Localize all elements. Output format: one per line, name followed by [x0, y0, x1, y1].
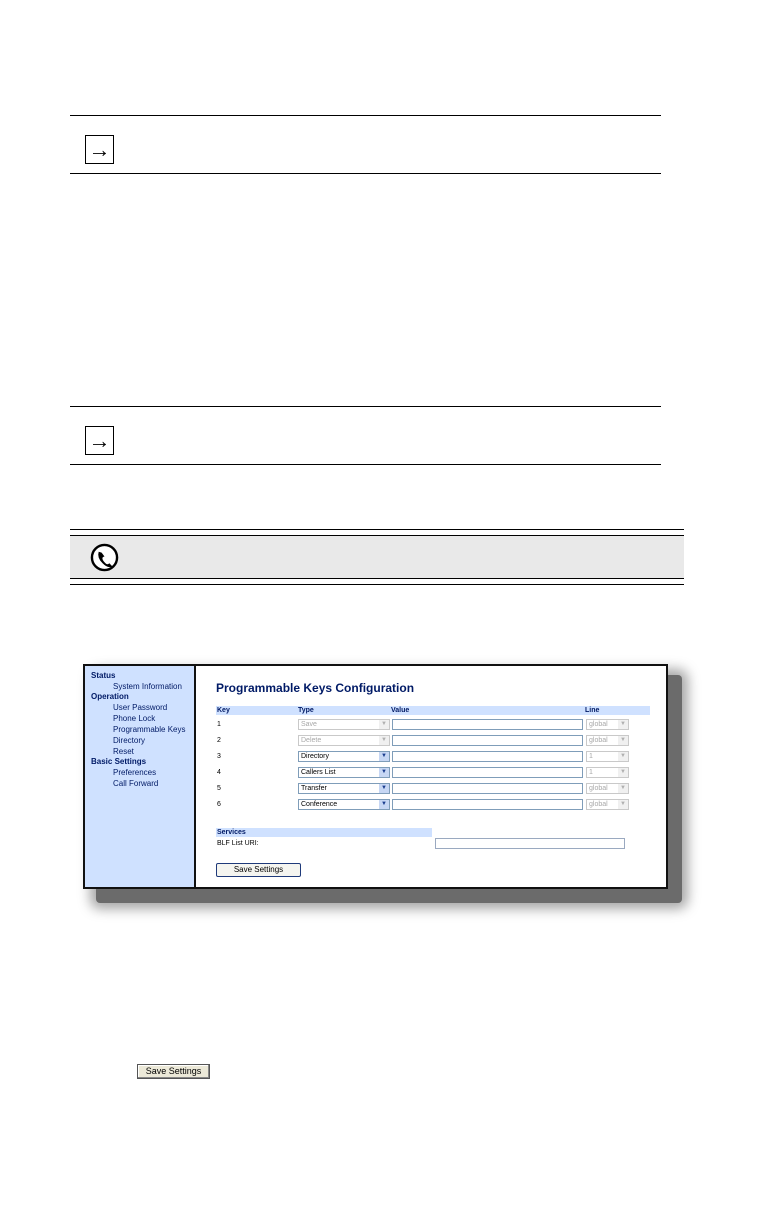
- key-number: 3: [217, 753, 221, 760]
- phone-note-box: [70, 529, 684, 585]
- chevron-down-icon: ▼: [379, 800, 389, 809]
- phone-icon: [90, 543, 119, 572]
- sidebar-item-reset[interactable]: Reset: [113, 747, 134, 756]
- chevron-down-icon: ▼: [379, 720, 389, 729]
- table-row: [216, 799, 650, 812]
- column-header-value: Value: [391, 707, 410, 714]
- value-input[interactable]: [392, 799, 583, 810]
- chevron-down-icon: ▼: [379, 752, 389, 761]
- save-settings-button[interactable]: Save Settings: [216, 863, 301, 877]
- sidebar-item-preferences[interactable]: Preferences: [113, 768, 157, 777]
- sidebar-section-status[interactable]: Status: [91, 671, 116, 680]
- line-select: [586, 767, 629, 778]
- table-row: [216, 751, 650, 764]
- key-number: 6: [217, 801, 221, 808]
- arrow-right-icon: →: [85, 135, 114, 164]
- value-input[interactable]: [392, 735, 583, 746]
- line-select: [586, 751, 629, 762]
- type-select-value: Conference: [301, 801, 338, 808]
- blf-list-uri-label: BLF List URI:: [217, 840, 259, 847]
- key-number: 1: [217, 721, 221, 728]
- chevron-down-icon: ▼: [618, 752, 628, 761]
- chevron-down-icon: ▼: [379, 784, 389, 793]
- line-select: [586, 735, 629, 746]
- sidebar-section-basic-settings[interactable]: Basic Settings: [91, 757, 147, 766]
- note-box-1: [70, 115, 661, 174]
- sidebar-item-call-forward[interactable]: Call Forward: [113, 779, 159, 788]
- type-select[interactable]: [298, 799, 390, 810]
- web-ui-screenshot: [83, 664, 668, 889]
- chevron-down-icon: ▼: [618, 784, 628, 793]
- key-number: 2: [217, 737, 221, 744]
- type-select-value: Save: [301, 721, 317, 728]
- sidebar-item-programmable-keys[interactable]: Programmable Keys: [113, 725, 186, 734]
- value-input[interactable]: [392, 783, 583, 794]
- line-select: [586, 719, 629, 730]
- type-select-value: Transfer: [301, 785, 327, 792]
- type-select-value: Directory: [301, 753, 330, 760]
- type-select[interactable]: [298, 783, 390, 794]
- column-header-line: Line: [585, 707, 600, 714]
- chevron-down-icon: ▼: [618, 800, 628, 809]
- chevron-down-icon: ▼: [618, 736, 628, 745]
- line-select: [586, 799, 629, 810]
- type-select-value: Delete: [301, 737, 322, 744]
- services-heading: Services: [216, 828, 432, 837]
- sidebar-item-system-information[interactable]: System Information: [113, 682, 182, 691]
- arrow-right-icon: →: [85, 426, 114, 455]
- value-input[interactable]: [392, 767, 583, 778]
- note-box-2: [70, 406, 661, 465]
- line-select-value: global: [589, 801, 608, 808]
- blf-list-uri-input[interactable]: [435, 838, 625, 849]
- chevron-down-icon: ▼: [379, 736, 389, 745]
- line-select-value: global: [589, 737, 608, 744]
- line-select-value: global: [589, 785, 608, 792]
- type-select: [298, 719, 390, 730]
- line-select-value: 1: [589, 753, 593, 760]
- sidebar-nav: [85, 666, 196, 887]
- chevron-down-icon: ▼: [618, 720, 628, 729]
- table-row: [216, 735, 650, 748]
- type-select[interactable]: [298, 751, 390, 762]
- type-select-value: Callers List: [301, 769, 336, 776]
- type-select: [298, 735, 390, 746]
- line-select-value: global: [589, 721, 608, 728]
- line-select: [586, 783, 629, 794]
- sidebar-item-user-password[interactable]: User Password: [113, 703, 168, 712]
- column-header-type: Type: [298, 707, 314, 714]
- table-row: [216, 783, 650, 796]
- table-header: [216, 706, 650, 715]
- chevron-down-icon: ▼: [379, 768, 389, 777]
- main-panel: [196, 666, 666, 887]
- type-select[interactable]: [298, 767, 390, 778]
- page-title: Programmable Keys Configuration: [216, 681, 415, 695]
- column-header-key: Key: [217, 707, 230, 714]
- value-input[interactable]: [392, 751, 583, 762]
- key-number: 5: [217, 785, 221, 792]
- chevron-down-icon: ▼: [618, 768, 628, 777]
- value-input[interactable]: [392, 719, 583, 730]
- line-select-value: 1: [589, 769, 593, 776]
- sidebar-item-phone-lock[interactable]: Phone Lock: [113, 714, 156, 723]
- sidebar-section-operation[interactable]: Operation: [91, 692, 129, 701]
- table-row: [216, 767, 650, 780]
- save-settings-button-standalone[interactable]: Save Settings: [137, 1064, 210, 1079]
- table-row: [216, 719, 650, 732]
- sidebar-item-directory[interactable]: Directory: [113, 736, 146, 745]
- key-number: 4: [217, 769, 221, 776]
